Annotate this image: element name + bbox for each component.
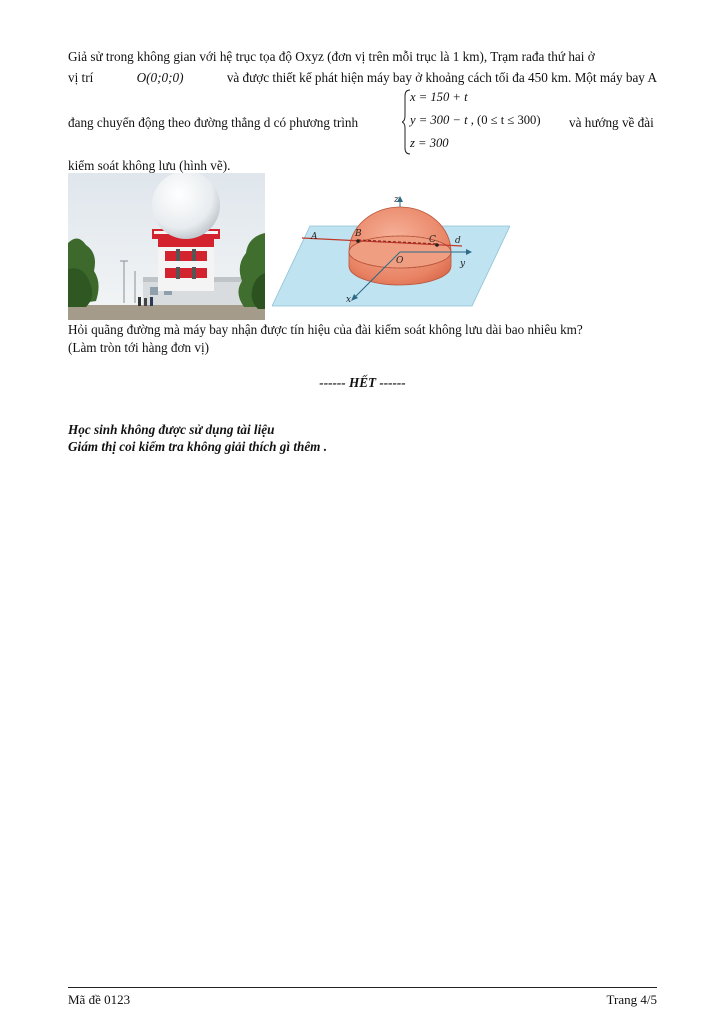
problem-line-3-a: đang chuyển động theo đường thẳng d có phương trình [68,115,359,130]
eq-z: z = 300 [410,136,449,150]
label-z: z [394,195,399,205]
equation-system [402,88,562,156]
problem-line-2-a: vị trí [68,70,94,85]
label-A: A [311,232,318,242]
label-C: C [429,235,436,245]
question-line-1: Hỏi quãng đường mà máy bay nhận được tín hiệu của đài kiểm soát không lưu dài bao nhiêu km? [68,322,583,337]
label-d: d [455,236,461,246]
note-line-2: Giám thị coi kiểm tra không giải thích gì thêm . [68,439,328,454]
origin-point: O(0;0;0) [136,70,184,85]
radar-station-photo [68,173,265,320]
page-number: Trang 4/5 [606,992,657,1007]
label-O: O [396,256,404,266]
label-x: x [346,295,352,305]
label-y: y [460,259,466,269]
problem-line-2 [68,70,657,86]
eq-condition: (0 ≤ t ≤ 300) [477,113,541,127]
problem-line-3-b: và hướng về đài [569,115,654,130]
note-line-1: Học sinh không được sử dụng tài liệu [68,422,275,437]
end-mark: ------ HẾT ------ [319,375,406,390]
sphere-plane-diagram [272,190,510,308]
label-B: B [355,229,362,239]
eq-y-row [410,113,541,128]
question-line-2: (Làm tròn tới hàng đơn vị) [68,340,210,355]
problem-line-2-b: và được thiết kế phát hiện máy bay ở khoảng cách tối đa 450 km. Một máy bay A [226,70,657,85]
problem-line-1: Giả sử trong không gian với hệ trục tọa độ Oxyz (đơn vị trên mỗi trục là 1 km), Trạm rađa thứ hai ở [68,49,595,64]
exam-code: Mã đề 0123 [68,992,131,1007]
problem-line-4: kiểm soát không lưu (hình vẽ). [68,158,231,173]
eq-y: y = 300 − t , [410,113,474,127]
footer-divider [68,987,657,988]
eq-x: x = 150 + t [410,90,468,104]
